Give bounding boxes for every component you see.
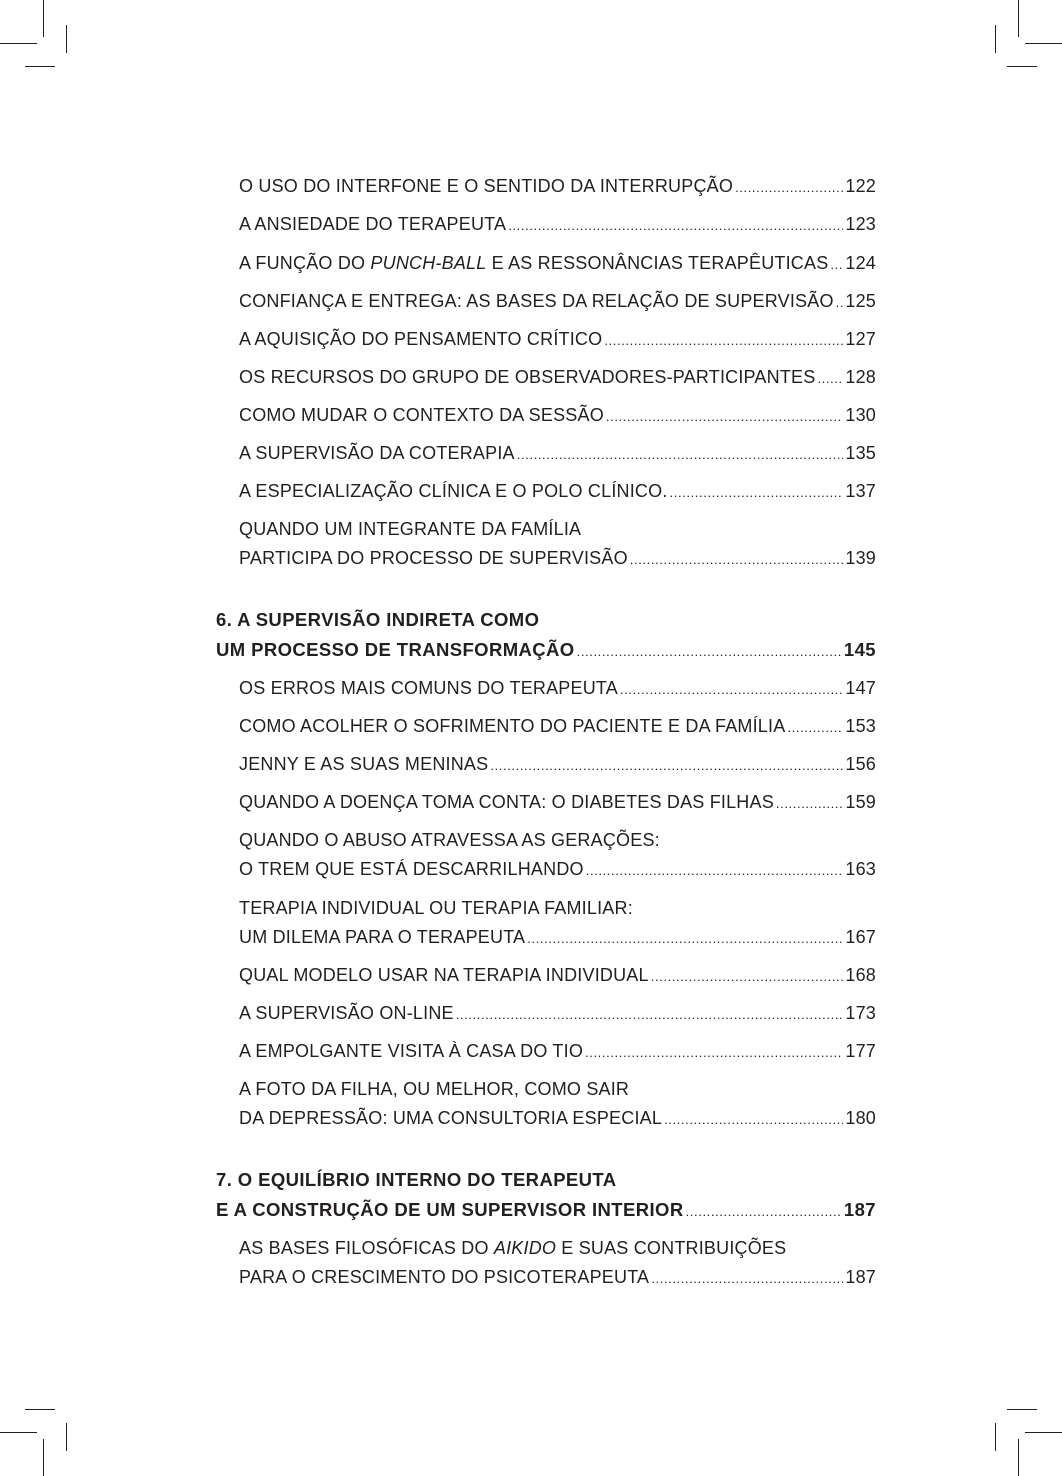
entry-last-line bbox=[239, 855, 876, 885]
leader-dots bbox=[630, 545, 844, 574]
page-number: 135 bbox=[845, 443, 876, 463]
page-number: 122 bbox=[845, 176, 876, 196]
entry-title: PARTICIPA DO PROCESSO DE SUPERVISÃO bbox=[239, 548, 628, 568]
entry-title-segment: E AS RESSONÂNCIAS TERAPÊUTICAS bbox=[486, 253, 829, 273]
entry-title-line: QUANDO UM INTEGRANTE DA FAMÍLIA bbox=[239, 519, 582, 539]
toc-entry bbox=[239, 477, 876, 507]
entry-title: DA DEPRESSÃO: UMA CONSULTORIA ESPECIAL bbox=[239, 1108, 663, 1128]
page-number: 137 bbox=[845, 481, 876, 501]
entry-title: QUANDO A DOENÇA TOMA CONTA: O DIABETES DAS FILHAS bbox=[239, 792, 774, 812]
toc-entry bbox=[239, 172, 876, 202]
entry-last-line bbox=[239, 439, 876, 469]
page-number: 163 bbox=[845, 859, 876, 879]
toc-entry bbox=[239, 826, 876, 885]
toc-entry bbox=[239, 439, 876, 469]
entry-last-line bbox=[239, 401, 876, 431]
entry-title: PARA O CRESCIMENTO DO PSICOTERAPEUTA bbox=[239, 1267, 650, 1287]
leader-dots bbox=[606, 402, 843, 431]
entry-title: UM PROCESSO DE TRANSFORMAÇÃO bbox=[216, 639, 575, 660]
entry-title-line: A FOTO DA FILHA, OU MELHOR, COMO SAIR bbox=[239, 1079, 630, 1099]
entry-title-segment: A FUNÇÃO DO bbox=[239, 253, 371, 273]
page-number: 130 bbox=[845, 405, 876, 425]
entry-last-line bbox=[239, 287, 876, 317]
leader-dots bbox=[651, 1264, 843, 1293]
entry-last-line bbox=[239, 1263, 876, 1293]
entry-title: A SUPERVISÃO DA COTERAPIA bbox=[239, 443, 515, 463]
entry-last-line bbox=[239, 712, 876, 742]
page-number: 187 bbox=[845, 1267, 876, 1287]
entry-last-line bbox=[239, 923, 876, 953]
entry-last-line bbox=[239, 210, 876, 240]
entry-title: A EMPOLGANTE VISITA À CASA DO TIO bbox=[239, 1041, 584, 1061]
entry-last-line bbox=[216, 635, 876, 667]
entry-last-line bbox=[239, 172, 876, 202]
entry-title: A SUPERVISÃO ON-LINE bbox=[239, 1003, 454, 1023]
page-number: 147 bbox=[845, 678, 876, 698]
page-number: 123 bbox=[845, 214, 876, 234]
leader-dots bbox=[620, 675, 843, 704]
entry-title: JENNY E AS SUAS MENINAS bbox=[239, 754, 489, 774]
toc-entry bbox=[239, 894, 876, 953]
entry-last-line bbox=[239, 363, 876, 393]
toc-entry bbox=[239, 287, 876, 317]
leader-dots bbox=[604, 326, 843, 355]
leader-dots bbox=[836, 288, 844, 317]
entry-last-line bbox=[239, 961, 876, 991]
entry-last-line bbox=[239, 788, 876, 818]
page-number: 153 bbox=[845, 716, 876, 736]
entry-title: COMO MUDAR O CONTEXTO DA SESSÃO bbox=[239, 405, 604, 425]
leader-dots bbox=[517, 440, 844, 469]
leader-dots bbox=[776, 789, 843, 818]
page-number: 145 bbox=[843, 639, 876, 660]
entry-last-line bbox=[239, 477, 876, 507]
toc-entry bbox=[239, 788, 876, 818]
entry-title-line: 6. A SUPERVISÃO INDIRETA COMO bbox=[216, 609, 540, 630]
entry-title: O USO DO INTERFONE E O SENTIDO DA INTERRUPÇÃO bbox=[239, 176, 734, 196]
leader-dots bbox=[586, 856, 844, 885]
leader-dots bbox=[527, 924, 843, 953]
entry-title-line: 7. O EQUILÍBRIO INTERNO DO TERAPEUTA bbox=[216, 1169, 617, 1190]
entry-last-line bbox=[239, 1037, 876, 1067]
toc-entry bbox=[239, 401, 876, 431]
toc-entry bbox=[239, 1037, 876, 1067]
entry-last-line bbox=[239, 999, 876, 1029]
leader-dots bbox=[787, 713, 843, 742]
leader-dots bbox=[670, 478, 844, 507]
page-number: 173 bbox=[845, 1003, 876, 1023]
toc-chapter-heading bbox=[216, 605, 876, 667]
entry-title: A ANSIEDADE DO TERAPEUTA bbox=[239, 214, 507, 234]
entry-title: A ESPECIALIZAÇÃO CLÍNICA E O POLO CLÍNICO. bbox=[239, 481, 668, 501]
entry-title-segment: AS BASES FILOSÓFICAS DO bbox=[239, 1238, 494, 1258]
leader-dots bbox=[817, 364, 843, 393]
entry-title-line: QUANDO O ABUSO ATRAVESSA AS GERAÇÕES: bbox=[239, 830, 660, 850]
entry-last-line bbox=[239, 1104, 876, 1134]
entry-last-line bbox=[239, 674, 876, 704]
page-number: 180 bbox=[845, 1108, 876, 1128]
entry-title: OS RECURSOS DO GRUPO DE OBSERVADORES-PARTICIPANTES bbox=[239, 367, 816, 387]
leader-dots bbox=[735, 173, 843, 202]
leader-dots bbox=[585, 1038, 843, 1067]
page-number: 156 bbox=[845, 754, 876, 774]
entry-title: A AQUISIÇÃO DO PENSAMENTO CRÍTICO bbox=[239, 329, 603, 349]
entry-last-line bbox=[239, 750, 876, 780]
leader-dots bbox=[577, 637, 842, 667]
leader-dots bbox=[651, 962, 844, 991]
entry-title bbox=[239, 249, 828, 278]
page-number: 167 bbox=[845, 927, 876, 947]
entry-title: CONFIANÇA E ENTREGA: AS BASES DA RELAÇÃO DE SUPERVISÃO bbox=[239, 291, 834, 311]
toc-chapter-heading bbox=[216, 1165, 876, 1227]
toc-entry bbox=[239, 325, 876, 355]
entry-title-segment: PUNCH-BALL bbox=[370, 253, 487, 273]
toc-entry bbox=[239, 712, 876, 742]
page-number: 127 bbox=[845, 329, 876, 349]
page-number: 139 bbox=[845, 548, 876, 568]
page-number: 187 bbox=[843, 1199, 876, 1220]
page-number: 128 bbox=[845, 367, 876, 387]
leader-dots bbox=[456, 1000, 844, 1029]
page-number: 125 bbox=[845, 291, 876, 311]
entry-title-line bbox=[239, 1234, 876, 1263]
entry-title: OS ERROS MAIS COMUNS DO TERAPEUTA bbox=[239, 678, 618, 698]
leader-dots bbox=[508, 211, 843, 240]
leader-dots bbox=[686, 1197, 842, 1227]
toc-entry bbox=[239, 1234, 876, 1293]
page-number: 159 bbox=[845, 792, 876, 812]
toc-entry bbox=[239, 750, 876, 780]
entry-title-line: TERAPIA INDIVIDUAL OU TERAPIA FAMILIAR: bbox=[239, 898, 633, 918]
leader-dots bbox=[830, 250, 843, 279]
entry-last-line bbox=[239, 544, 876, 574]
entry-last-line bbox=[239, 249, 876, 279]
toc-entry bbox=[239, 961, 876, 991]
entry-last-line bbox=[216, 1195, 876, 1227]
entry-title-segment: AIKIDO bbox=[493, 1238, 557, 1258]
toc-entry bbox=[239, 674, 876, 704]
entry-title: QUAL MODELO USAR NA TERAPIA INDIVIDUAL bbox=[239, 965, 649, 985]
toc-entry bbox=[239, 999, 876, 1029]
entry-title: E A CONSTRUÇÃO DE UM SUPERVISOR INTERIOR bbox=[216, 1199, 684, 1220]
entry-title: O TREM QUE ESTÁ DESCARRILHANDO bbox=[239, 859, 584, 879]
toc-entry bbox=[239, 363, 876, 393]
page-number: 124 bbox=[845, 253, 876, 273]
toc-entry bbox=[239, 210, 876, 240]
page-number: 177 bbox=[845, 1041, 876, 1061]
entry-title-segment: E SUAS CONTRIBUIÇÕES bbox=[556, 1238, 787, 1258]
leader-dots bbox=[490, 751, 843, 780]
entry-last-line bbox=[239, 325, 876, 355]
page-number: 168 bbox=[845, 965, 876, 985]
entry-title: COMO ACOLHER O SOFRIMENTO DO PACIENTE E DA FAMÍLIA bbox=[239, 716, 786, 736]
toc-entry bbox=[239, 1075, 876, 1134]
leader-dots bbox=[664, 1105, 843, 1134]
toc-entry bbox=[239, 515, 876, 574]
toc-entry bbox=[239, 249, 876, 279]
entry-title: UM DILEMA PARA O TERAPEUTA bbox=[239, 927, 526, 947]
